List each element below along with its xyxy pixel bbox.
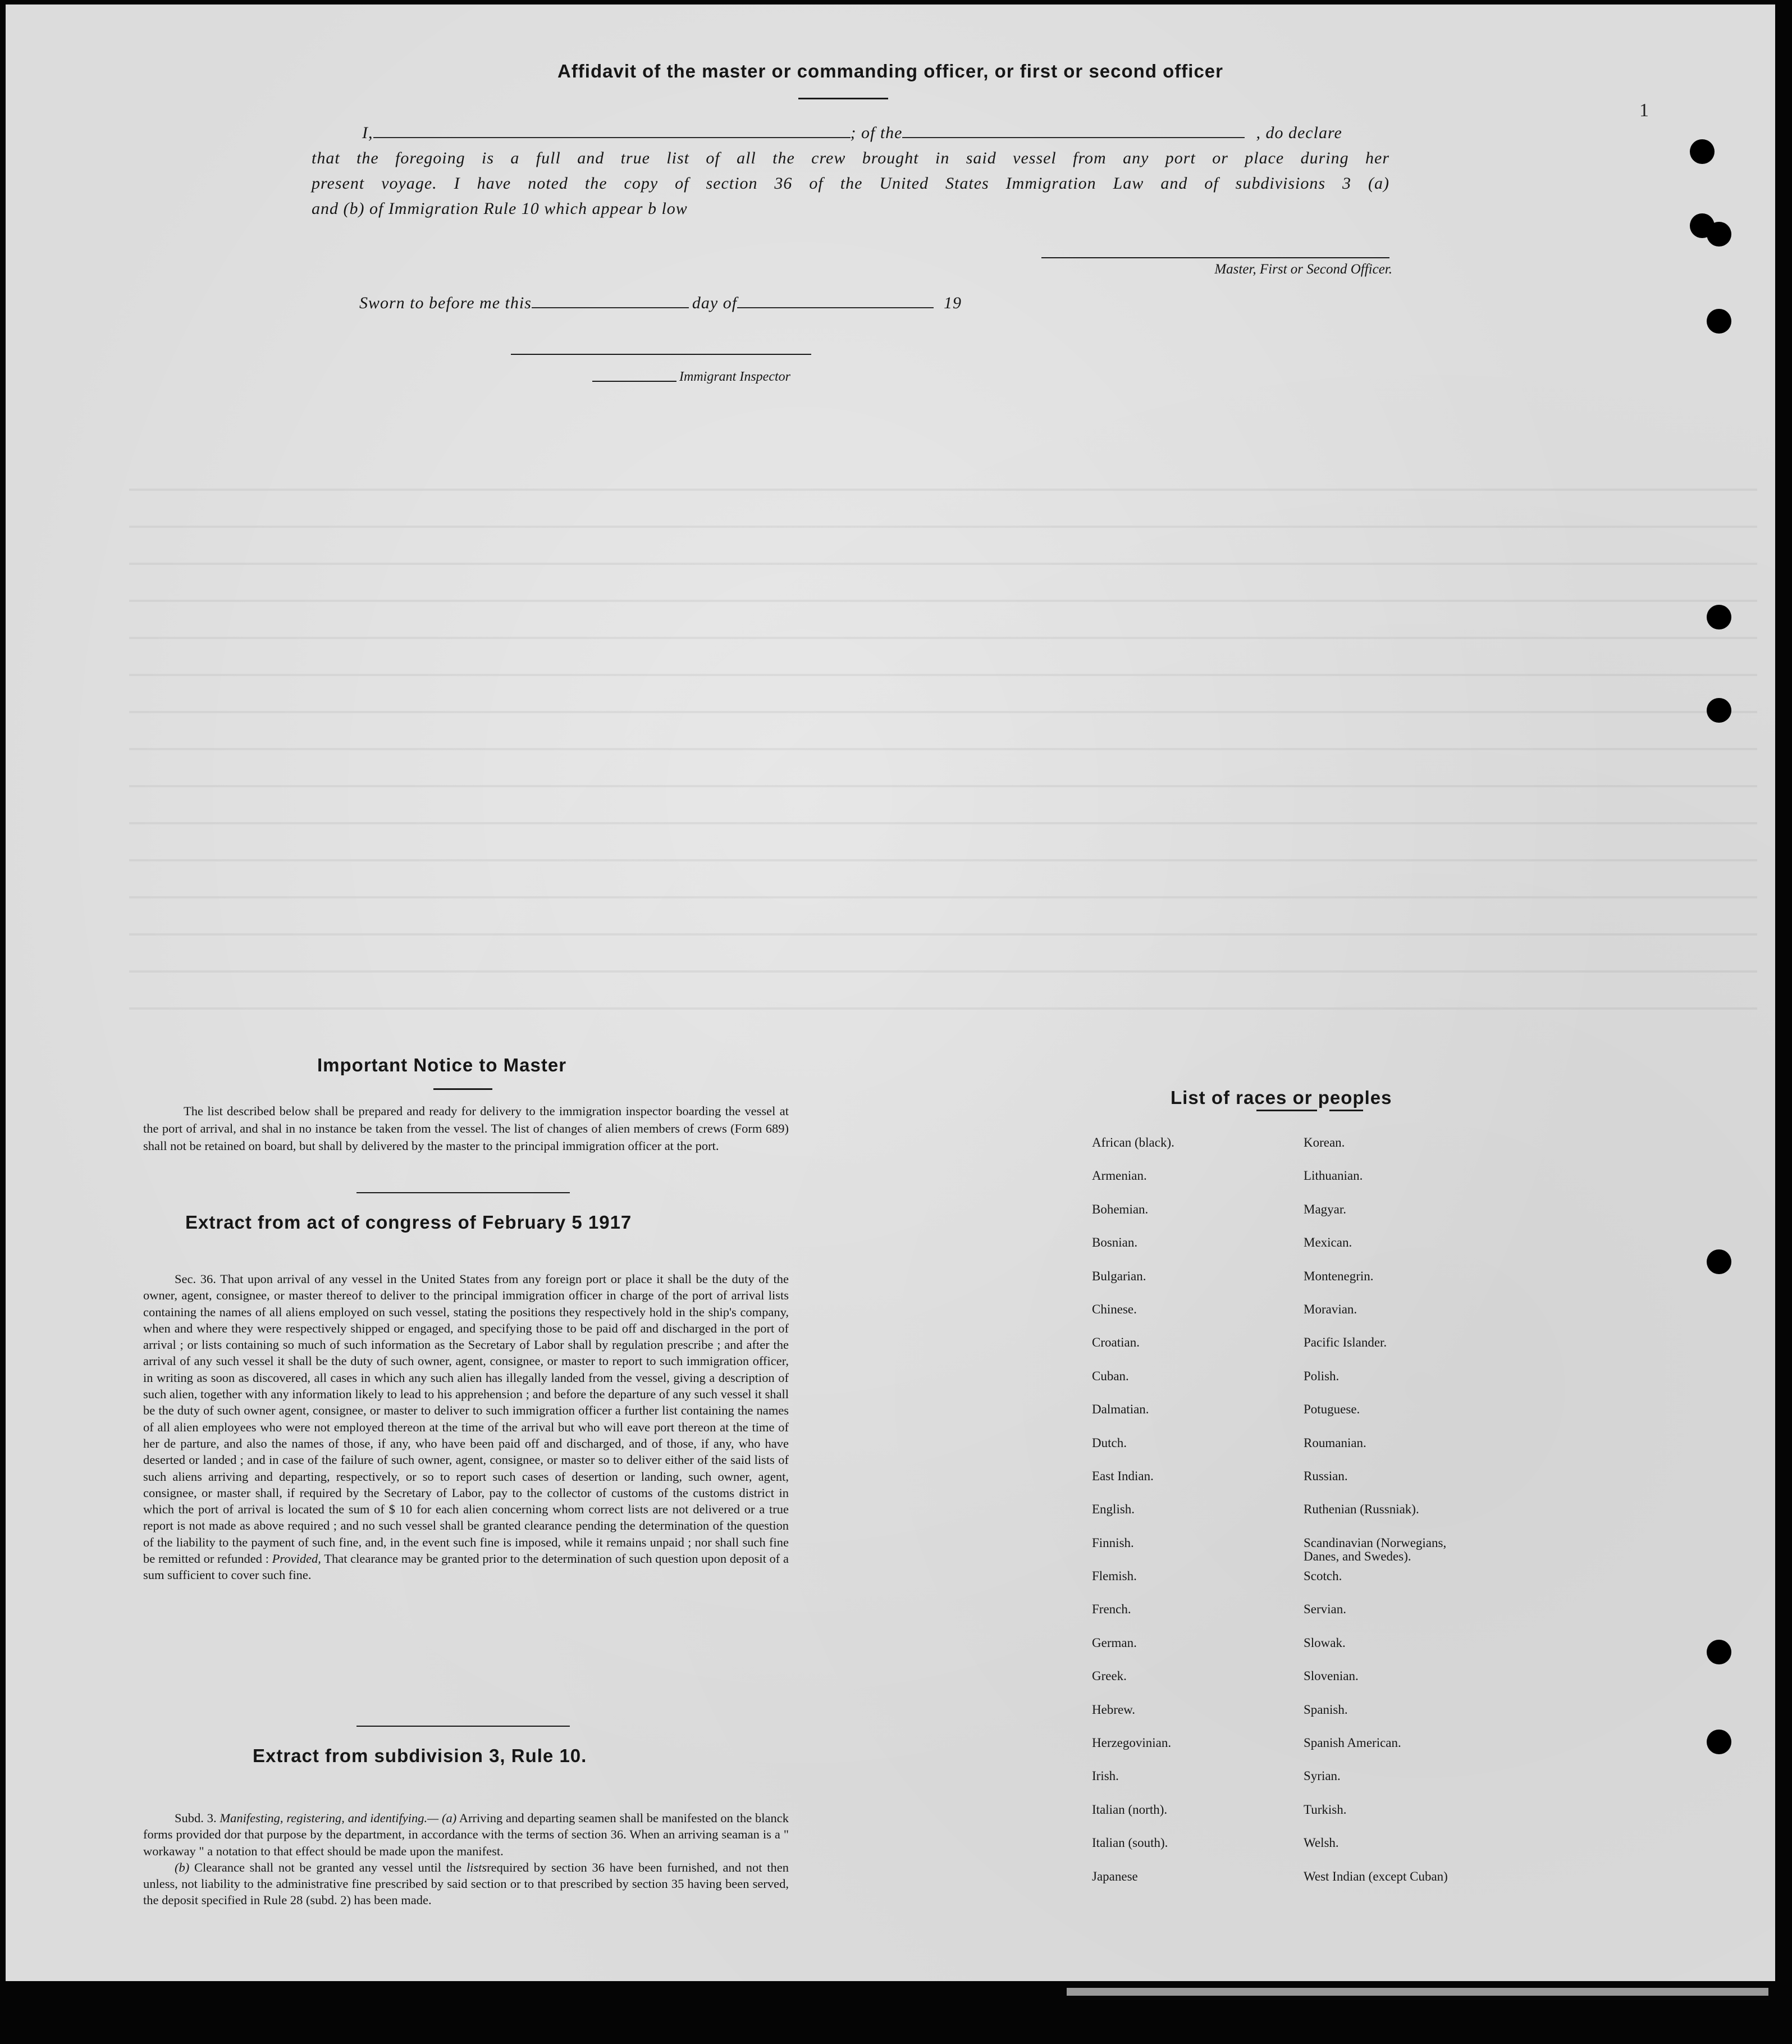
- races-column-b: [1304, 1136, 1539, 1903]
- affidavit-i: I,: [362, 124, 373, 142]
- race-item: Pacific Islander.: [1304, 1335, 1387, 1350]
- punch-hole: [1707, 1249, 1731, 1274]
- race-item: Scandinavian (Norwegians, Danes, and Swedes).: [1304, 1535, 1447, 1563]
- race-item: Herzegovinian.: [1092, 1736, 1172, 1750]
- punch-hole: [1690, 139, 1715, 164]
- race-item: Slowak.: [1304, 1635, 1346, 1650]
- margin-mark: 1: [1639, 100, 1649, 121]
- notice-divider: [356, 1192, 570, 1193]
- punch-hole: [1707, 1730, 1731, 1754]
- race-item: Hebrew.: [1092, 1702, 1136, 1717]
- race-item: African (black).: [1092, 1135, 1174, 1149]
- punch-hole: [1707, 698, 1731, 723]
- race-item: Magyar.: [1304, 1202, 1347, 1216]
- section-36-label: Sec. 36.: [175, 1272, 216, 1286]
- signature-caption: Master, First or Second Officer.: [1214, 262, 1392, 277]
- notice-heading-rule: [433, 1088, 492, 1090]
- sworn-line: [359, 294, 962, 313]
- punch-hole: [1707, 1640, 1731, 1664]
- race-item: Moravian.: [1304, 1302, 1357, 1316]
- races-underline-1: [1256, 1110, 1317, 1111]
- race-item: Bulgarian.: [1092, 1269, 1146, 1283]
- paragraph-b-start: Clearance shall not be granted any vessel until the: [194, 1860, 462, 1874]
- notice-heading: Important Notice to Master: [317, 1055, 567, 1075]
- affidavit-declare: , do declare: [1256, 124, 1342, 142]
- race-item: Korean.: [1304, 1135, 1345, 1149]
- inspector-signature-line: [511, 354, 811, 355]
- race-item: Dutch.: [1092, 1435, 1127, 1450]
- race-item: German.: [1092, 1635, 1137, 1650]
- subd-title: Manifesting, registering, and identifying.— (a): [220, 1811, 457, 1825]
- subd-label: Subd. 3.: [175, 1811, 217, 1825]
- race-item: West Indian (except Cuban): [1304, 1869, 1448, 1883]
- day-blank: [532, 294, 689, 308]
- race-item: Irish.: [1092, 1769, 1119, 1783]
- race-item: Armenian.: [1092, 1169, 1147, 1183]
- section-36-text: [143, 1271, 789, 1584]
- affidavit-line-3: present voyage. I have noted the copy of section 36 of the United States Immigration Law and of subdivisions 3 (a): [312, 174, 1389, 193]
- race-item: Croatian.: [1092, 1335, 1140, 1350]
- section-36-ending: That clearance may be granted prior to the determination of such question upon deposit of a sum sufficient to cover such fine.: [143, 1552, 789, 1582]
- inspector-caption-rule: [592, 381, 676, 382]
- affidavit-line-4: and (b) of Immigration Rule 10 which appear b low: [312, 199, 688, 218]
- inspector-caption: Immigrant Inspector: [679, 369, 790, 384]
- race-item: Finnish.: [1092, 1535, 1134, 1550]
- race-item: Syrian.: [1304, 1769, 1341, 1783]
- race-item: Chinese.: [1092, 1302, 1137, 1316]
- notice-text: The list described below shall be prepared and ready for delivery to the immigration inspector boarding the vessel at the port of arrival, and shal in no instance be taken from the vessel. The list of changes of alien members of crews (Form 689) shall not be retained on board, but shall by delivered by the master to the principal immigration officer at the port.: [143, 1104, 789, 1153]
- paragraph-a-text: Arriving and departing seamen shall be manifested on the blanck forms provided dor that purpose by the department, in accordance with the terms of section 36. When an arriving seaman is a " workaway " a notation to that effect should be made upon the manifest.: [143, 1811, 789, 1858]
- extract-rule-heading: Extract from subdivision 3, Rule 10.: [253, 1745, 587, 1766]
- paragraph-b-label: (b): [175, 1860, 190, 1874]
- race-item: Russian.: [1304, 1468, 1348, 1483]
- race-item: Bohemian.: [1092, 1202, 1149, 1216]
- scan-edge-strip: [1067, 1988, 1768, 1996]
- race-item: Bosnian.: [1092, 1235, 1138, 1250]
- sworn-year: 19: [944, 294, 962, 312]
- paragraph-b-lists: lists: [466, 1860, 487, 1874]
- race-item: Montenegrin.: [1304, 1269, 1374, 1283]
- race-item: Ruthenian (Russniak).: [1304, 1502, 1419, 1517]
- race-item: Cuban.: [1092, 1368, 1129, 1383]
- race-item: Roumanian.: [1304, 1435, 1366, 1450]
- race-item: Flemish.: [1092, 1569, 1137, 1584]
- race-item: Polish.: [1304, 1368, 1340, 1383]
- paragraph-b: [143, 1859, 789, 1909]
- race-item: Lithuanian.: [1304, 1169, 1363, 1183]
- subdivision-3-text: [143, 1810, 789, 1909]
- race-item: Italian (south).: [1092, 1836, 1168, 1850]
- section-36-body: That upon arrival of any vessel in the United States from any foreign port or place it shall be the duty of the owner, agent, consignee, or master thereof to deliver to the principal immigration officer in charge of the port of arrival lists containing the names of all aliens employed on such vessel, stating the positions they respectively hold in the ship's company, when and where they were respectively shipped or engaged, and specifying those to be paid off and discharged in the port of arrival ; or lists containing so much of such information as the Secretary of Labor shall by regulation prescribe ; and after the arrival of any such vessel it shall be the duty of such owner, agent, consignee, or master to report to such immigration officer, in writing as soon as discovered, all cases in which any such alien has illegally landed from the vessel, giving a description of such alien, together with any information likely to lead to his apprehension ; and before the departure of any such vessel it shall be the duty of such owner agent, consignee, or master to deliver to such immigration officer a further list containing the names of all alien employees who were not employed thereon at the time of the arrival but who will eave port thereon at the time of her de parture, and also the names of those, if any, who have been paid off and discharged, and of those, if any, who have deserted or landed ; and in case of the failure of such owner, agent, consignee, or master so to deliver either of the said lists of such aliens arriving and departing, respectively, or so to report such cases of desertion or landing, such owner, agent, consignee, or master shall, if required by the Secretary of Labor, pay to the collector of customs of the customs district in which the port of arrival is located the sum of $ 10 for each alien concerning whom correct lists are not delivered or a true report is not made as above required ; and no such vessel shall be granted clearance pending the determination of the question of the liability to the payment of such fine, and, in the event such fine is imposed, while it remains unpaid ; nor shall such fine be remitted or refunded :: [143, 1272, 789, 1566]
- race-item: Spanish American.: [1304, 1736, 1401, 1750]
- race-item: Slovenian.: [1304, 1669, 1359, 1683]
- heading-rule: [798, 98, 888, 99]
- race-item: Spanish.: [1304, 1702, 1348, 1717]
- race-item: Servian.: [1304, 1602, 1347, 1617]
- document-page: [6, 4, 1775, 1981]
- race-item: Japanese: [1092, 1869, 1138, 1883]
- race-item: Potuguese.: [1304, 1402, 1360, 1417]
- affidavit-line-2: that the foregoing is a full and true list of all the crew brought in said vessel from any port or place during her: [312, 149, 1389, 167]
- affidavit-heading: Affidavit of the master or commanding officer, or first or second officer: [557, 61, 1223, 81]
- race-item: French.: [1092, 1602, 1131, 1617]
- sworn-day-of: day of: [692, 294, 738, 312]
- race-item: Mexican.: [1304, 1235, 1352, 1250]
- affidavit-line-1: [312, 124, 1389, 143]
- punch-hole: [1707, 605, 1731, 629]
- provided-word: Provided,: [272, 1552, 321, 1566]
- signature-line: [1041, 257, 1389, 258]
- affidavit-of-the: ; of the: [850, 124, 903, 142]
- race-item: East Indian.: [1092, 1468, 1154, 1483]
- extract-act-heading: Extract from act of congress of February 5 1917: [185, 1212, 632, 1233]
- race-item: Welsh.: [1304, 1836, 1339, 1850]
- races-heading: List of races or peoples: [1171, 1087, 1392, 1108]
- race-item: Greek.: [1092, 1669, 1127, 1683]
- race-item: Italian (north).: [1092, 1802, 1168, 1817]
- race-item: Turkish.: [1304, 1802, 1347, 1817]
- sworn-prefix: Sworn to before me this: [359, 294, 532, 312]
- name-blank: [373, 124, 851, 138]
- punch-hole: [1707, 222, 1731, 247]
- paragraph-b-end: required by section 36 have been furnished, and not then unless, not liability to the administrative fine prescribed by said section or to that prescribed by section 35 having been served, the deposit specified in Rule 28 (subd. 2) has been made.: [143, 1860, 789, 1908]
- punch-hole: [1707, 309, 1731, 334]
- races-column-a: [1092, 1136, 1277, 1903]
- race-item: English.: [1092, 1502, 1135, 1517]
- vessel-blank: [902, 124, 1245, 138]
- section-divider: [356, 1726, 570, 1727]
- races-underline-2: [1329, 1110, 1363, 1111]
- paragraph-a: [143, 1810, 789, 1859]
- race-item: Scotch.: [1304, 1569, 1342, 1584]
- race-item: Dalmatian.: [1092, 1402, 1149, 1417]
- bleed-through-shadow: [129, 454, 1757, 1015]
- month-blank: [737, 294, 934, 308]
